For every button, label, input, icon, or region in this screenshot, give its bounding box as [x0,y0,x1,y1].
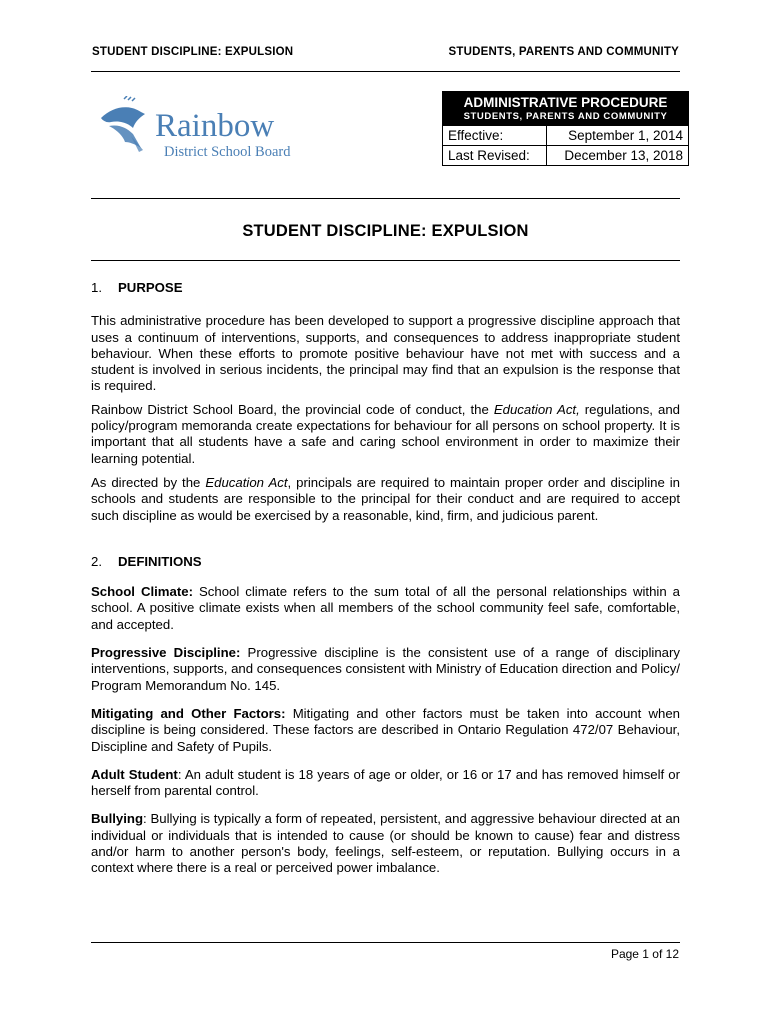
page-number: Page 1 of 12 [610,947,679,961]
title-top-rule [91,198,680,199]
definition-progressive-discipline: Progressive Discipline: Progressive discipline is the consistent use of a range of disciplinary interventions, supports, and consequences consistent with Ministry of Education direction and Policy/ Program Memorandum No. 145. [91,645,680,693]
effective-label: Effective: [443,126,547,145]
section-heading-purpose [91,280,680,296]
rainbow-logo [95,96,310,166]
section-title: DEFINITIONS [118,553,202,569]
running-header-title: STUDENT DISCIPLINE: EXPULSION [92,46,294,58]
definition-bullying: Bullying: Bullying is typically a form of repeated, persistent, and aggressive behaviour directed at an individual or individuals that is intended to cause (or should be known to cause) fear and distress and/or harm to another person's body, feelings, self-esteem, or reputation. Bullying occurs in a context where there is a real or perceived power imbalance. [91,811,680,876]
title-bottom-rule [91,260,680,261]
last-revised-label: Last Revised: [443,146,547,165]
procedure-box-title: ADMINISTRATIVE PROCEDURE [443,92,688,111]
last-revised-row [443,145,688,165]
definition-adult-student: Adult Student: An adult student is 18 years of age or older, or 16 or 17 and has removed himself or herself from parental control. [91,766,680,799]
section-heading-definitions [91,554,680,570]
rainbow-logo-mark [95,96,310,166]
definition-mitigating-factors: Mitigating and Other Factors: Mitigating and other factors must be taken into account when discipline is being considered. These factors are described in Ontario Regulation 472/07 Behaviour, Discipline and Safety of Pupils. [91,705,680,754]
footer-divider [91,942,680,943]
effective-value: September 1, 2014 [568,128,683,143]
procedure-info-box [442,91,689,166]
section-title: PURPOSE [118,280,183,295]
purpose-paragraph-1: This administrative procedure has been developed to support a progressive discipline approach that uses a continuum of interventions, supports, and consequences to address inappropriate student behaviour. When these efforts to promote positive behaviour have not met with success and a student is involved in serious incidents, the principal may find that an expulsion is the response that is required. [91,313,680,394]
document-title: STUDENT DISCIPLINE: EXPULSION [242,222,529,240]
effective-date-row [443,125,688,145]
section-number: 1. [91,280,102,295]
svg-text:District School Board: District School Board [164,144,291,160]
document-body [91,280,680,877]
running-header-section: STUDENTS, PARENTS AND COMMUNITY [448,46,679,58]
definition-school-climate: School Climate: School climate refers to the sum total of all the personal relationships within a school. A positive climate exists when all members of the school community feel safe, comfortable, and accepted. [91,584,681,632]
section-number: 2. [91,553,102,569]
purpose-paragraph-2: Rainbow District School Board, the provincial code of conduct, the Education Act, regulations, and policy/program memoranda create expectations for behaviour for all persons on school property. It is important that all students have a safe and caring school environment in order to maximize their learning potential. [91,401,680,466]
header-divider [91,71,680,72]
last-revised-value: December 13, 2018 [564,148,683,163]
purpose-paragraph-3: As directed by the Education Act, principals are required to maintain proper order and discipline in schools and students are responsible to the principal for their conduct and are required to accept such discipline as would be exercised by a reasonable, kind, firm, and judicious parent. [91,474,681,523]
procedure-box-subtitle: STUDENTS, PARENTS AND COMMUNITY [443,111,688,125]
svg-text:Rainbow: Rainbow [155,108,275,144]
